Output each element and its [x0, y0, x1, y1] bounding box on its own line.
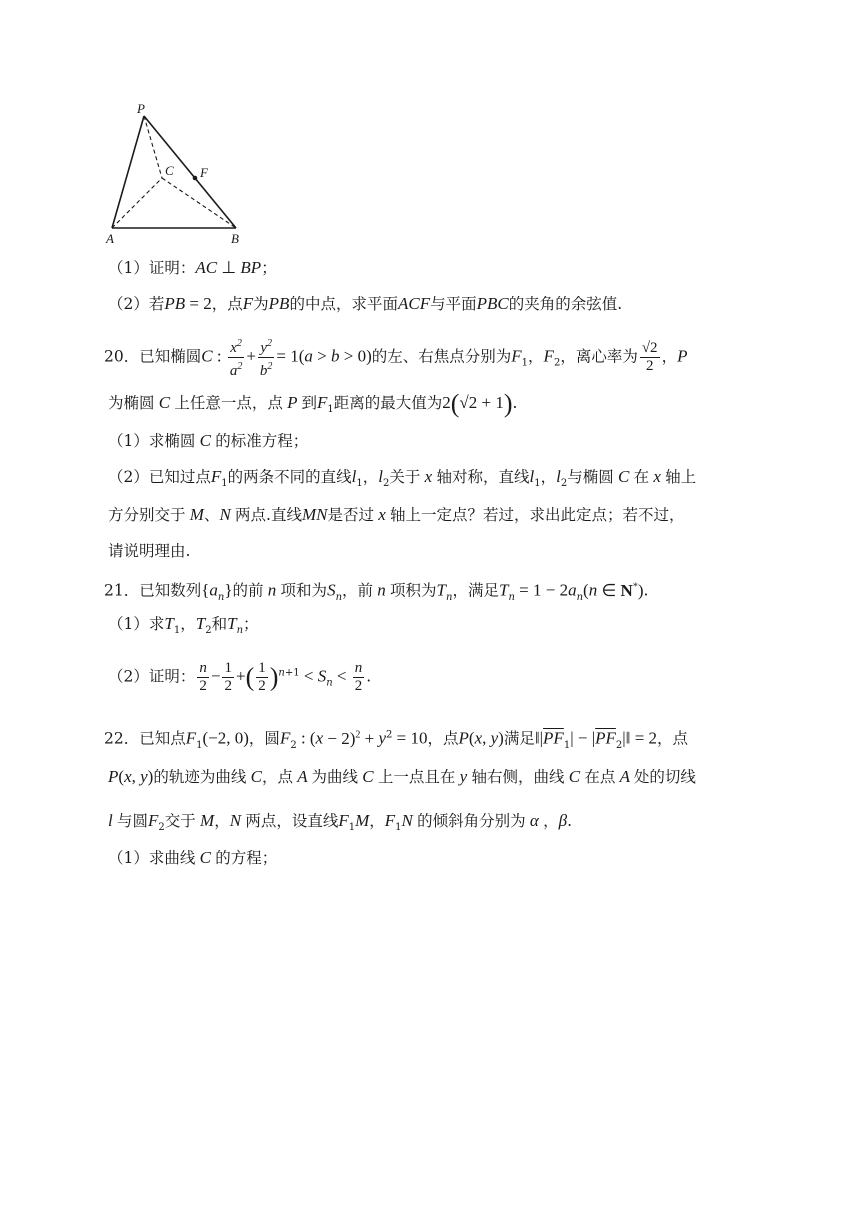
q22-line2: P(x, y)的轨迹为曲线 C，点 A 为曲线 C 上一点且在 y 轴右侧，曲线 C 在点 A 处的切线	[108, 767, 696, 786]
q22-part1: （1）求曲线 C 的方程；	[108, 848, 278, 867]
q19-part2: （2）若PB = 2，点F为PB的中点，求平面ACF与平面PBC的夹角的余弦值.	[108, 294, 623, 313]
label-b: B	[231, 231, 239, 246]
q20-part1: （1）求椭圆 C 的标准方程；	[108, 431, 309, 450]
label-c: C	[165, 163, 174, 178]
tetrahedron-figure	[100, 98, 260, 250]
label-p: P	[137, 101, 145, 116]
q20-line1: 20．已知椭圆C : $\frac{x^2}{a^2}$ + $\frac{y^2}{b^2}$ = 1(a > b > 0)的左、右焦点分别为$F_1$，$F_2$，离心率为 $\frac{√2}{2}$ ，P	[104, 335, 687, 380]
q21-part2: （2）证明： $\frac{n}{2}$ − $\frac{1}{2}$ +( $\frac{1}{2}$ )$^{n+1} < S_n$ < $\frac{n}{2}$ .	[108, 660, 372, 694]
q21-part1: （1）求$T_1$，$T_2$和$T_n$；	[108, 614, 259, 637]
q20-part2: （2）已知过点$F_1$的两条不同的直线$l_1$，$l_2$关于 x 轴对称，直线$l_1$，$l_2$与椭圆 C 在 x 轴上	[108, 467, 697, 490]
q20-line6: 请说明理由.	[108, 542, 191, 560]
q19-part1: （1）证明：AC ⊥ BP；	[108, 258, 277, 277]
label-a: A	[106, 231, 114, 246]
q21-line1: 21．已知数列$\{a_n\}$的前 n 项和为$S_n$，前 n 项积为$T_n$，满足$T_n = 1 - 2a_n(n$ ∈ N*).	[104, 580, 649, 603]
q22-line1: 22．已知点$F_1(-2$, 0)，圆$F_2$ : $(x - 2)^2 + y^2 = 10$，点P(x, y)满足$‖|\overline{PF}_1|$ − $|\overline{PF}_2|‖ = 2$，点	[104, 728, 689, 751]
label-f: F	[200, 165, 208, 180]
q20-line5: 方分别交于 M、N 两点.直线MN是否过 x 轴上一定点？若过，求出此定点；若不过，	[108, 505, 685, 524]
q22-line3: l 与圆$F_2$交于 M，N 两点，设直线$F_1M$，$F_1N$ 的倾斜角分别为 α ，β.	[108, 811, 573, 834]
tetrahedron-diagram	[100, 98, 260, 250]
q20-line2: 为椭圆 C 上任意一点，点 P 到$F_1$距离的最大值为2(√2 + 1).	[108, 389, 518, 418]
